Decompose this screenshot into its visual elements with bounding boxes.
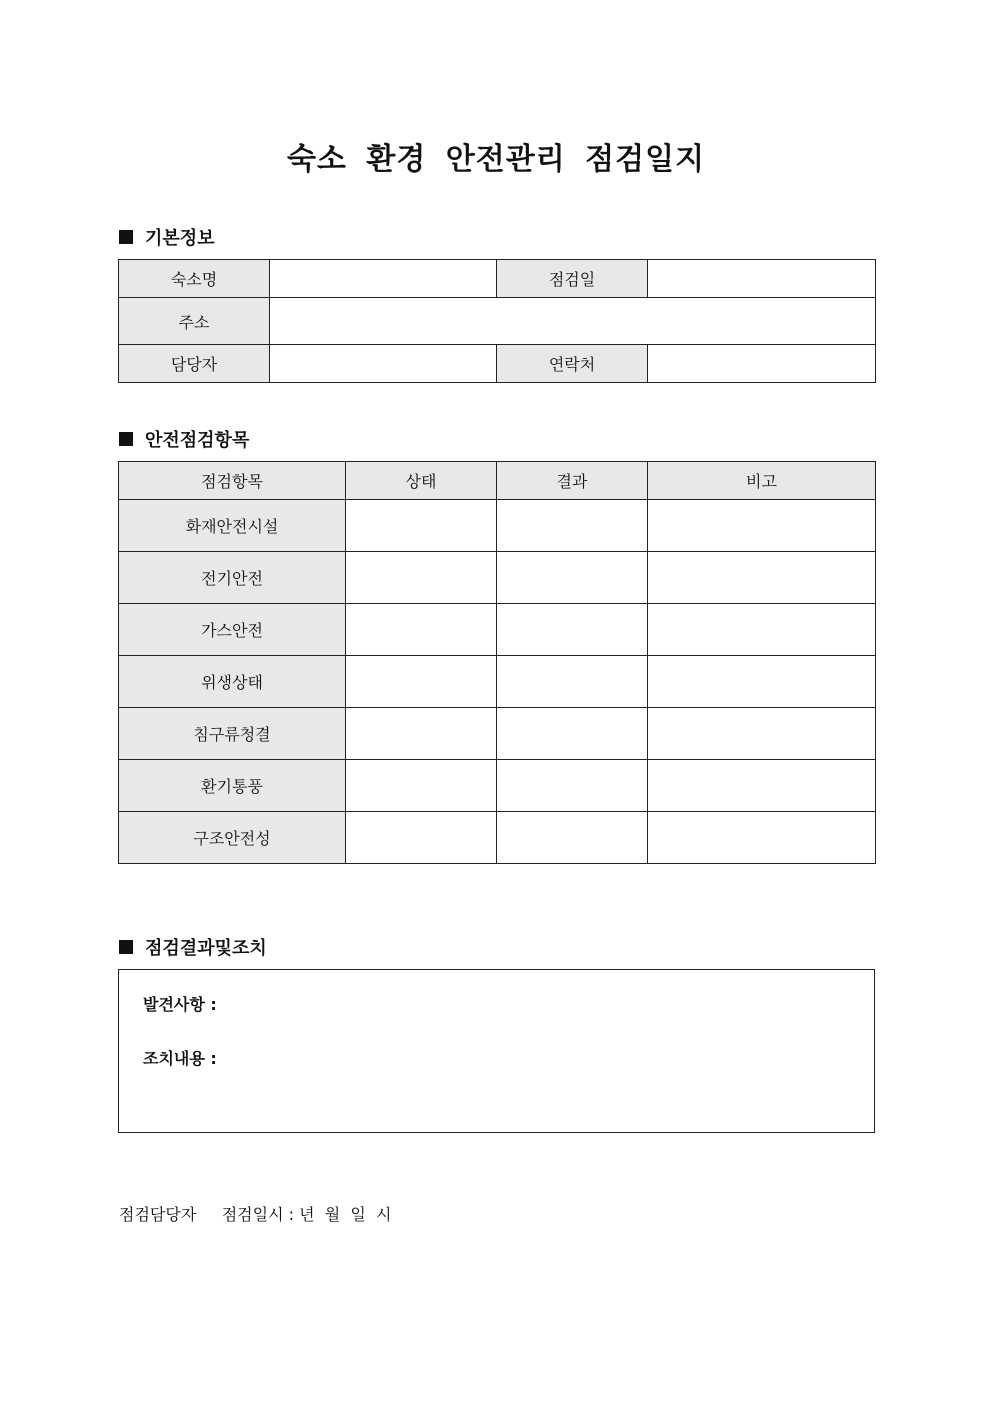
status-cell[interactable] — [346, 656, 497, 708]
status-cell[interactable] — [346, 760, 497, 812]
check-item-label: 침구류청결 — [119, 708, 346, 760]
check-item-label: 위생상태 — [119, 656, 346, 708]
remarks-cell[interactable] — [648, 760, 876, 812]
status-cell[interactable] — [346, 812, 497, 864]
table-row — [119, 345, 876, 383]
signature-footer — [119, 1202, 391, 1225]
remarks-cell[interactable] — [648, 604, 876, 656]
address-field[interactable] — [270, 298, 876, 345]
inspector-label: 점검담당자 — [119, 1205, 197, 1224]
manager-label: 담당자 — [119, 345, 270, 383]
section-heading-label: 기본정보 — [145, 228, 215, 249]
result-cell[interactable] — [497, 500, 648, 552]
check-item-label: 화재안전시설 — [119, 500, 346, 552]
table-row — [119, 604, 876, 656]
lodging-name-label: 숙소명 — [119, 260, 270, 298]
table-row — [119, 298, 876, 345]
remarks-cell[interactable] — [648, 812, 876, 864]
result-cell[interactable] — [497, 812, 648, 864]
result-cell[interactable] — [497, 656, 648, 708]
check-item-label: 가스안전 — [119, 604, 346, 656]
result-cell[interactable] — [497, 552, 648, 604]
remarks-cell[interactable] — [648, 708, 876, 760]
square-bullet-icon — [119, 432, 133, 446]
results-actions-box[interactable] — [118, 969, 875, 1133]
page-title: 숙소 환경 안전관리 점검일지 — [286, 142, 706, 177]
section-heading-safety-items — [119, 426, 249, 452]
table-row — [119, 260, 876, 298]
result-cell[interactable] — [497, 708, 648, 760]
column-header-result: 결과 — [497, 462, 648, 500]
inspection-date-label: 점검일 — [497, 260, 648, 298]
safety-check-table — [118, 461, 876, 864]
table-row — [119, 812, 876, 864]
section-heading-results — [119, 934, 267, 960]
contact-field[interactable] — [648, 345, 876, 383]
square-bullet-icon — [119, 230, 133, 244]
remarks-cell[interactable] — [648, 552, 876, 604]
table-row — [119, 708, 876, 760]
square-bullet-icon — [119, 940, 133, 954]
section-heading-label: 안전점검항목 — [145, 430, 250, 451]
check-item-label: 구조안전성 — [119, 812, 346, 864]
status-cell[interactable] — [346, 500, 497, 552]
section-heading-label: 점검결과및조치 — [145, 938, 267, 959]
address-label: 주소 — [119, 298, 270, 345]
status-cell[interactable] — [346, 552, 497, 604]
inspection-datetime-label: 점검일시 : 년 월 일 시 — [221, 1205, 392, 1224]
result-cell[interactable] — [497, 604, 648, 656]
contact-label: 연락처 — [497, 345, 648, 383]
result-cell[interactable] — [497, 760, 648, 812]
remarks-cell[interactable] — [648, 656, 876, 708]
remarks-cell[interactable] — [648, 500, 876, 552]
actions-label: 조치내용 : — [143, 1049, 217, 1068]
check-item-label: 환기통풍 — [119, 760, 346, 812]
table-row — [119, 500, 876, 552]
section-heading-basic-info — [119, 224, 215, 250]
table-row — [119, 656, 876, 708]
status-cell[interactable] — [346, 604, 497, 656]
status-cell[interactable] — [346, 708, 497, 760]
inspection-date-field[interactable] — [648, 260, 876, 298]
table-header-row — [119, 462, 876, 500]
manager-field[interactable] — [270, 345, 497, 383]
check-item-label: 전기안전 — [119, 552, 346, 604]
column-header-remarks: 비고 — [648, 462, 876, 500]
findings-label: 발견사항 : — [143, 995, 217, 1014]
basic-info-table — [118, 259, 876, 383]
table-row — [119, 552, 876, 604]
column-header-status: 상태 — [346, 462, 497, 500]
table-row — [119, 760, 876, 812]
lodging-name-field[interactable] — [270, 260, 497, 298]
column-header-item: 점검항목 — [119, 462, 346, 500]
